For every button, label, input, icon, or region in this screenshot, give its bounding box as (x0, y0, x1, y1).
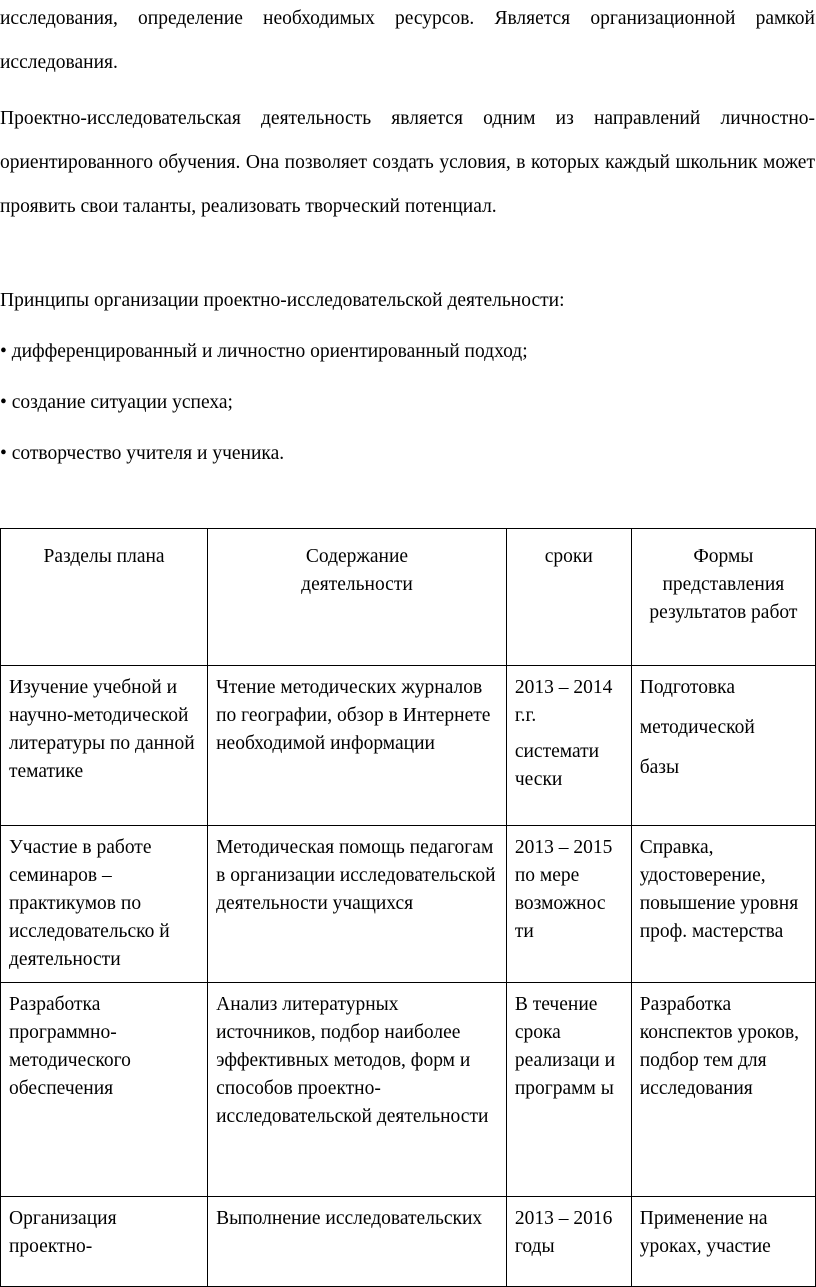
cell-term: 2013 – 2015 по мере возможнос ти (506, 826, 631, 983)
bullet-item: • дифференцированный и личностно ориентированный подход; (0, 341, 528, 362)
cell-result: Разработка конспектов уроков, подбор тем для исследования (631, 983, 815, 1197)
table-row (1, 1197, 816, 1287)
paragraph-project-activity: Проектно-исследовательская деятельность является одним из направлений личностно-ориентированного обучения. Она позволяет создать условия, в которых каждый школьник может проявить свои таланты, реализовать творческий потенциал. (0, 108, 815, 217)
header-sections: Разделы плана (1, 529, 208, 666)
header-content: Содержание деятельности (208, 529, 507, 666)
bullet-item: • создание ситуации успеха; (0, 392, 233, 413)
table-row (1, 983, 816, 1197)
bullet-item: • сотворчество учителя и ученика. (0, 443, 285, 464)
term-line: системати чески (514, 741, 600, 790)
cell-term: В течение срока реализаци и программ ы (506, 983, 631, 1197)
cell-section: Организация проектно- (1, 1197, 208, 1287)
result-line: методической (639, 717, 755, 738)
cell-result: Справка, удостоверение, повышение уровня проф. мастерства (631, 826, 815, 983)
cell-result: Применение на уроках, участие (631, 1197, 815, 1287)
table-row (1, 666, 816, 826)
cell-section: Разработка программно-методического обеспечения (1, 983, 208, 1197)
paragraph-intro: исследования, определение необходимых ресурсов. Является организационной рамкой исследования. (0, 8, 815, 73)
cell-content: Анализ литературных источников, подбор наиболее эффективных методов, форм и способов проектно-исследовательской деятельности (208, 983, 507, 1197)
table-row (1, 826, 816, 983)
result-line: базы (639, 757, 680, 778)
header-terms: сроки (506, 529, 631, 666)
cell-content: Выполнение исследовательских (208, 1197, 507, 1287)
result-line: Подготовка (639, 677, 735, 698)
principles-heading: Принципы организации проектно-исследовательской деятельности: (0, 290, 565, 311)
cell-result (631, 666, 815, 826)
cell-section: Изучение учебной и научно-методической литературы по данной тематике (1, 666, 208, 826)
cell-content: Методическая помощь педагогам в организации исследовательской деятельности учащихся (208, 826, 507, 983)
term-line: 2013 – 2014 г.г. (514, 677, 613, 726)
cell-content: Чтение методических журналов по географии, обзор в Интернете необходимой информации (208, 666, 507, 826)
cell-term (506, 666, 631, 826)
cell-term: 2013 – 2016 годы (506, 1197, 631, 1287)
header-results: Формы представления результатов работ (631, 529, 815, 666)
plan-table (0, 528, 816, 1287)
table-header-row (1, 529, 816, 666)
cell-section: Участие в работе семинаров – практикумов по исследовательско й деятельности (1, 826, 208, 983)
